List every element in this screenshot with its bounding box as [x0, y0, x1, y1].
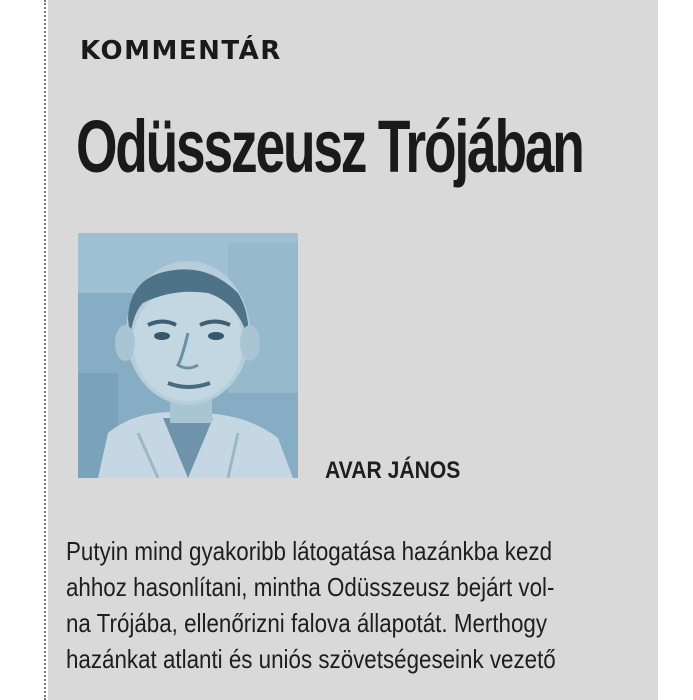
page-left-margin: [0, 0, 44, 700]
page-right-margin: [658, 0, 693, 700]
body-line: hazánkat atlanti és uniós szövetségeseink vezető: [66, 644, 556, 674]
section-label: KOMMENTÁR: [80, 36, 282, 66]
author-name: AVAR JÁNOS: [325, 457, 461, 484]
article-body: [66, 533, 656, 677]
body-line: na Trójába, ellenőrizni falova állapotát. Merthogy: [66, 608, 548, 638]
author-photo: [78, 233, 298, 478]
body-line: Putyin mind gyakoribb látogatása hazánkba kezd: [66, 536, 553, 566]
body-line: ahhoz hasonlítani, mintha Odüsszeusz bejárt vol-: [66, 572, 555, 602]
column-divider: [44, 0, 46, 700]
article-headline: Odüsszeusz Trójában: [76, 105, 583, 188]
